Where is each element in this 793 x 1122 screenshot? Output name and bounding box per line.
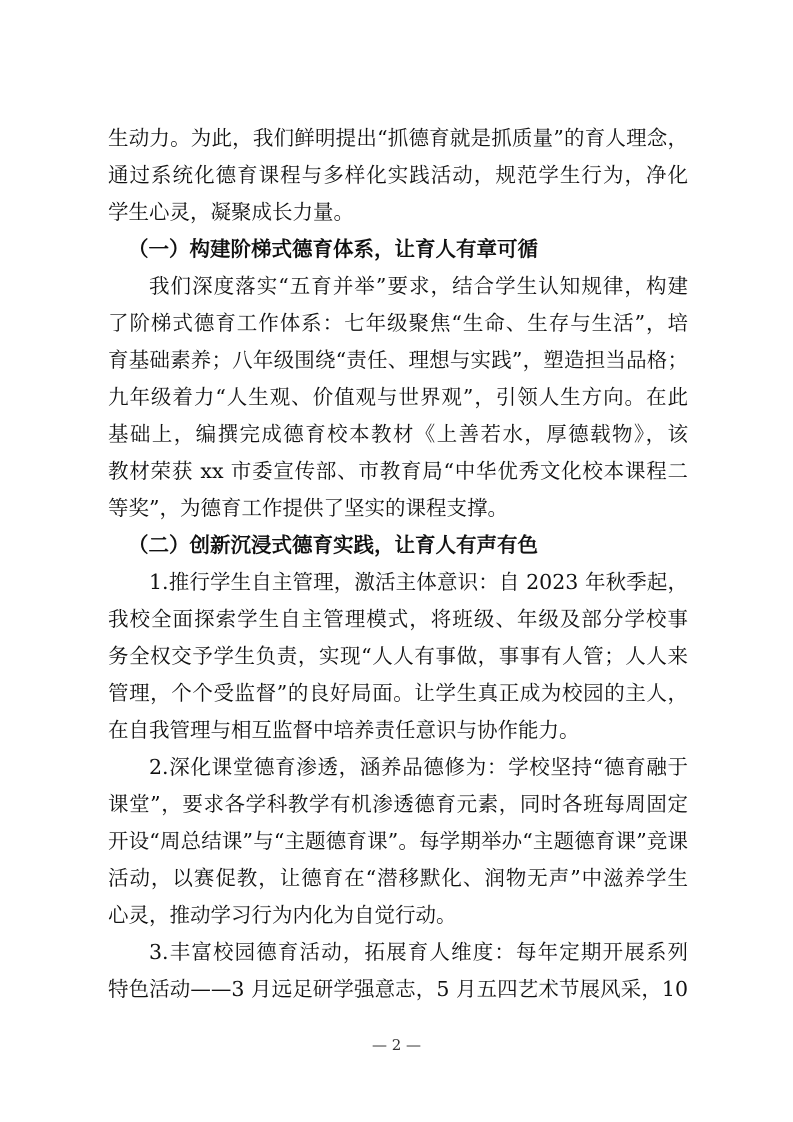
body-paragraph (108, 749, 688, 934)
heading-line: （二）创新沉浸式德育实践，让育人有声有色 (128, 533, 538, 557)
paragraph-line: 开设“周总结课”与“主题德育课”。每学期举办“主题德育课”竞课 (108, 829, 688, 853)
paragraph-line: 学生心灵，凝聚成长力量。 (108, 200, 354, 224)
body-paragraph (108, 564, 688, 749)
paragraph-line: 2.深化课堂德育渗透，涵养品德修为：学校坚持“德育融于 (149, 755, 688, 779)
paragraph-line: 教材荣获 xx 市委宣传部、市教育局“中华优秀文化校本课程二 (108, 459, 688, 483)
paragraph-line: 心灵，推动学习行为内化为自觉行动。 (108, 903, 457, 927)
paragraph-line: 特色活动——3 月远足研学强意志，5 月五四艺术节展风采，10 (108, 977, 688, 1001)
page-number: — 2 — (371, 1036, 422, 1054)
section-heading (108, 527, 688, 564)
paragraph-line: 等奖”，为德育工作提供了坚实的课程支撑。 (108, 496, 508, 520)
paragraph-line: 1.推行学生自主管理，激活主体意识：自 2023 年秋季起， (149, 570, 688, 594)
paragraph-line: 在自我管理与相互监督中培养责任意识与协作能力。 (108, 718, 580, 742)
paragraph-line: 基础上，编撰完成德育校本教材《上善若水，厚德载物》，该 (108, 422, 688, 446)
paragraph-line: 务全权交予学生负责，实现“人人有事做，事事有人管；人人来 (108, 644, 688, 668)
paragraph-line: 育基础素养；八年级围绕“责任、理想与实践”，塑造担当品格； (108, 348, 688, 372)
paragraph-line: 通过系统化德育课程与多样化实践活动，规范学生行为，净化 (108, 163, 688, 187)
heading-line: （一）构建阶梯式德育体系，让育人有章可循 (128, 237, 538, 261)
section-heading (108, 231, 688, 268)
paragraph-line: 3.丰富校园德育活动，拓展育人维度：每年定期开展系列 (149, 940, 688, 964)
paragraph-line: 生动力。为此，我们鲜明提出“抓德育就是抓质量”的育人理念， (108, 126, 688, 150)
paragraph-line: 管理，个个受监督”的良好局面。让学生真正成为校园的主人， (108, 681, 688, 705)
paragraph-line: 活动，以赛促教，让德育在“潜移默化、润物无声”中滋养学生 (108, 866, 688, 890)
body-paragraph (108, 268, 688, 527)
body-paragraph (108, 120, 688, 231)
body-paragraph (108, 934, 688, 1008)
paragraph-line: 了阶梯式德育工作体系：七年级聚焦“生命、生存与生活”，培 (108, 311, 688, 335)
paragraph-line: 课堂”，要求各学科教学有机渗透德育元素，同时各班每周固定 (108, 792, 688, 816)
paragraph-line: 九年级着力“人生观、价值观与世界观”，引领人生方向。在此 (108, 385, 688, 409)
paragraph-line: 我校全面探索学生自主管理模式，将班级、年级及部分学校事 (108, 607, 688, 631)
paragraph-line: 我们深度落实“五育并举”要求，结合学生认知规律，构建 (149, 274, 688, 298)
document-body (108, 120, 688, 1008)
